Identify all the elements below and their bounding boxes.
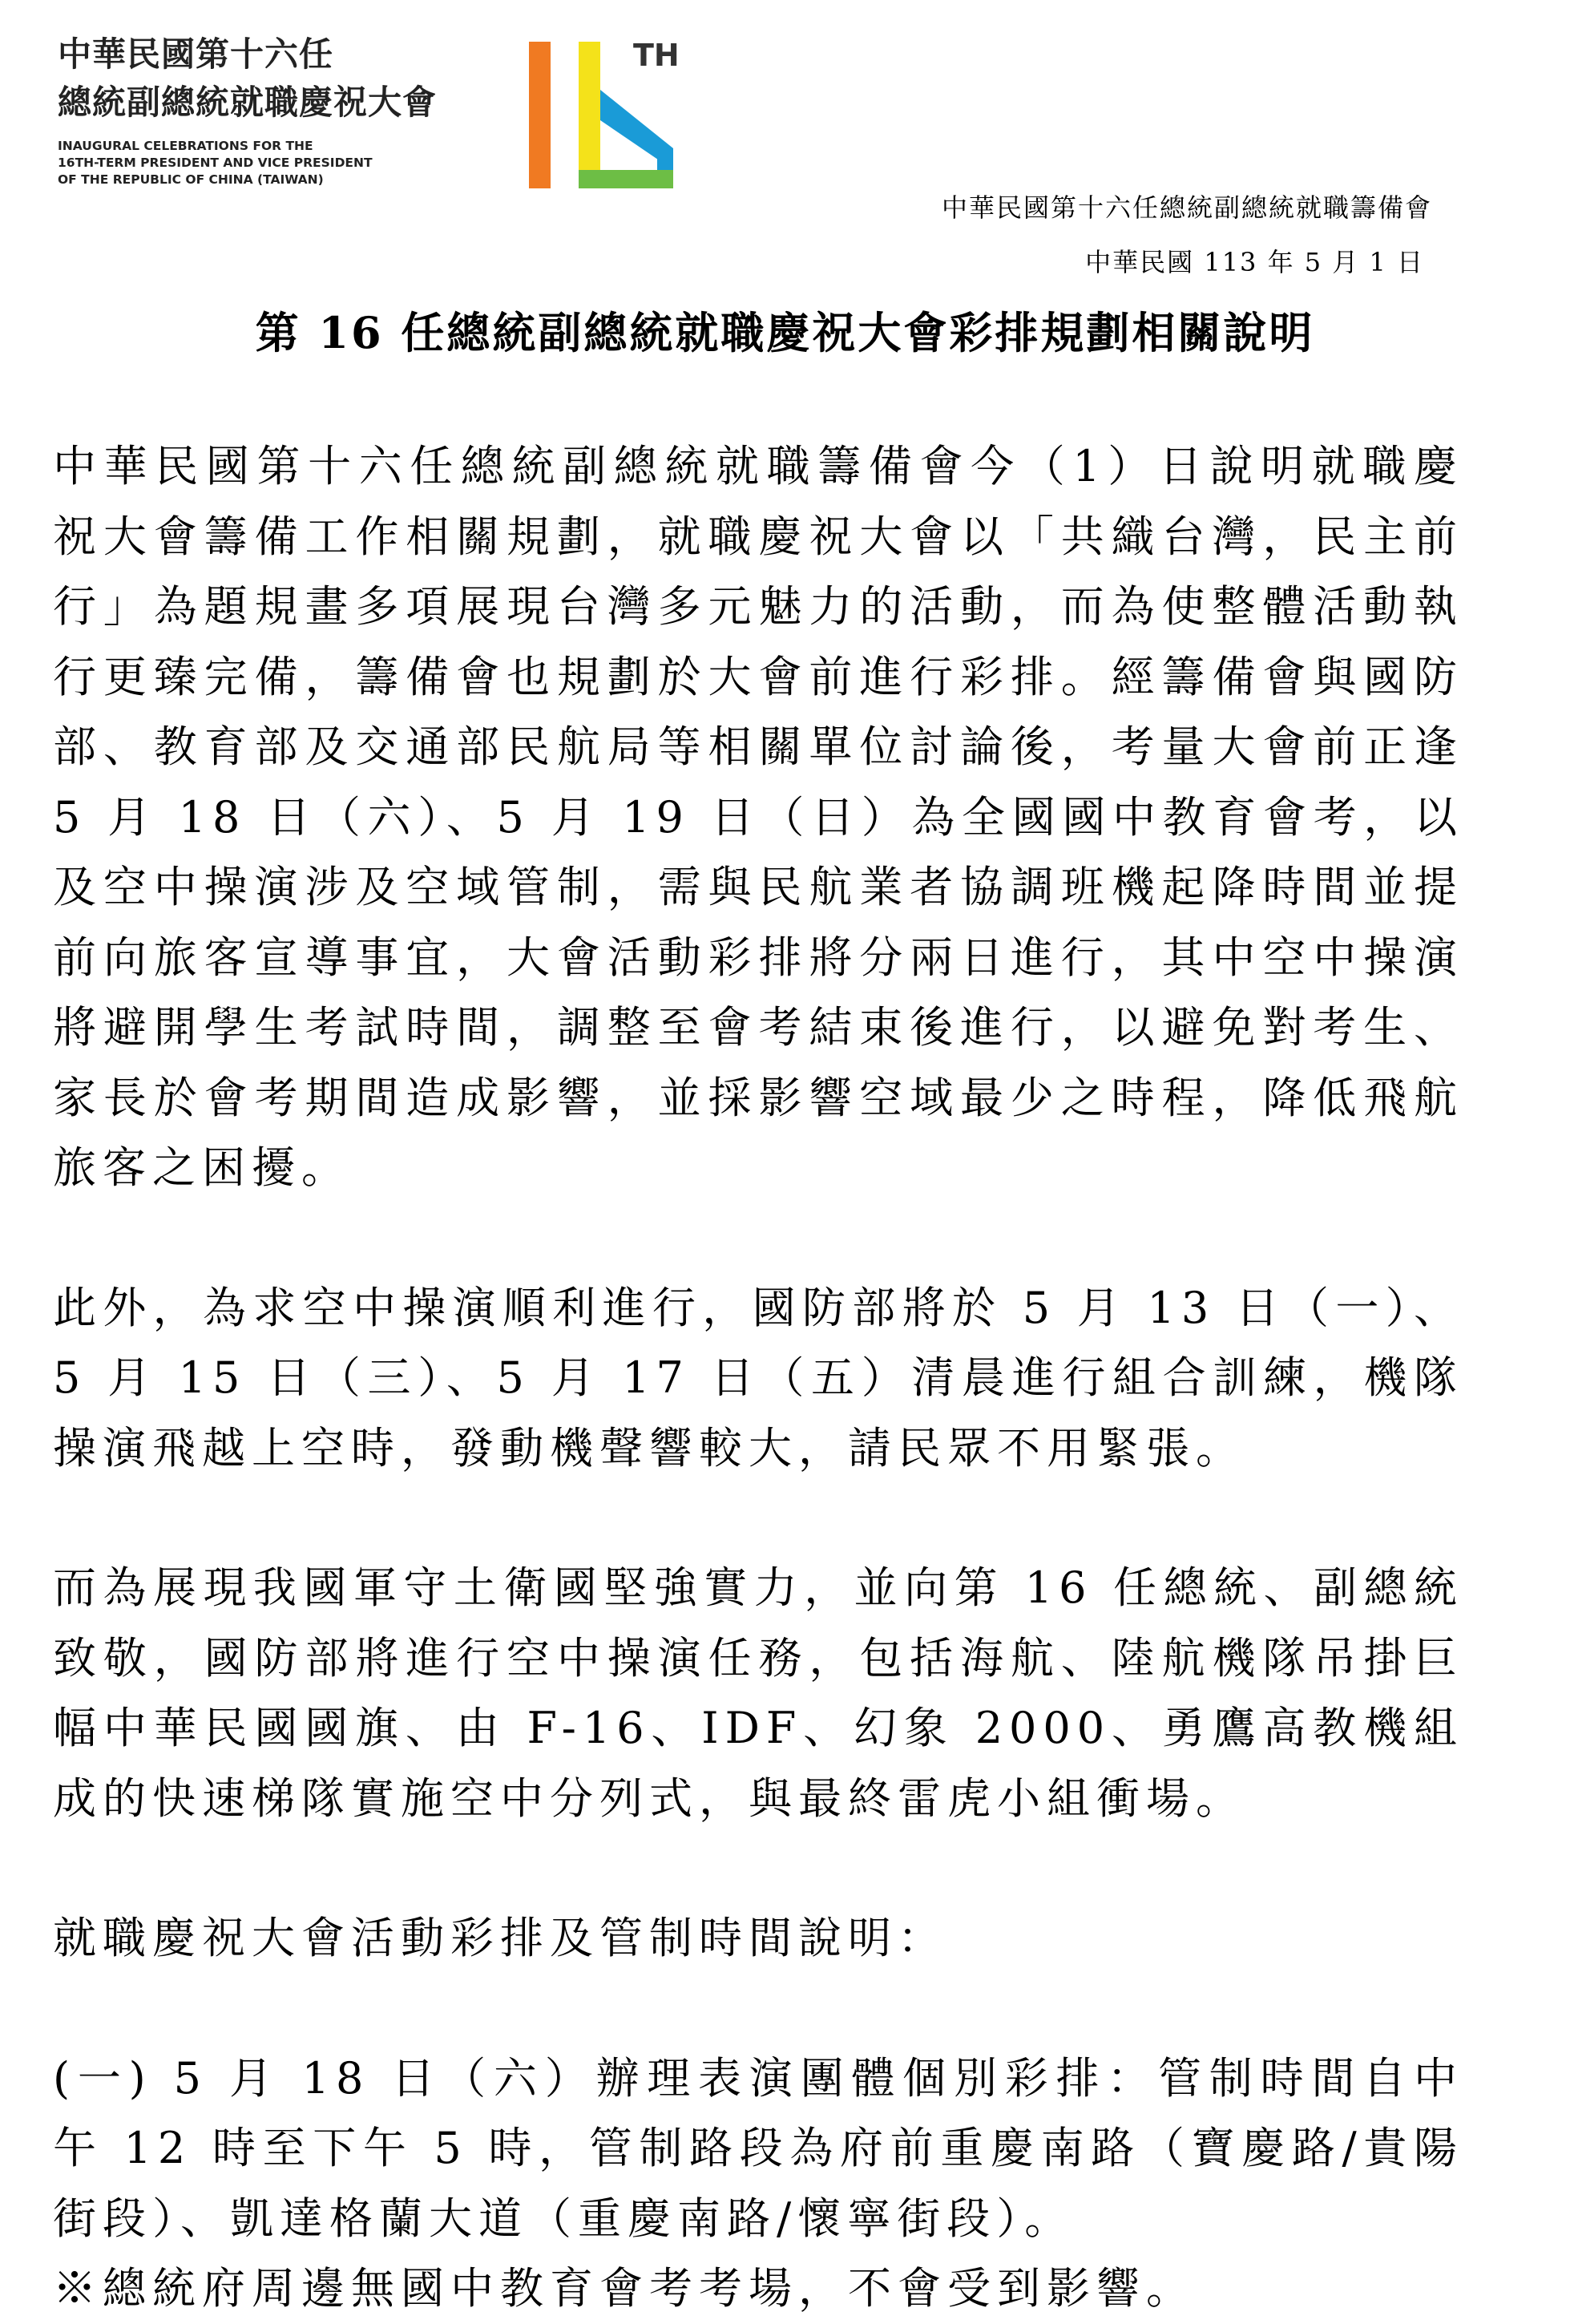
logo-blue-tail xyxy=(657,148,673,170)
paragraph-note: ※總統府周邊無國中教育會考考場，不會受到影響。 xyxy=(53,2263,1196,2314)
logo-english-line-3: OF THE REPUBLIC OF CHINA (TAIWAN) xyxy=(58,172,324,187)
event-logo-text xyxy=(58,30,437,188)
paragraph-schedule-item-1: (一) 5 月 18 日（六）辦理表演團體個別彩排：管制時間自中午 12 時至下午 5 時，管制路段為府前重慶南路（寶慶路/貴陽街段）、凱達格蘭大道（重慶南路/懷寧街段）。 xyxy=(53,2052,1463,2244)
logo-green-bar xyxy=(579,170,673,188)
16th-logo-icon xyxy=(521,32,697,192)
paragraph-air-show: 而為展現我國軍守土衛國堅強實力，並向第 16 任總統、副總統致敬，國防部將進行空中操演任務，包括海航、陸航機隊吊掛巨幅中華民國國旗、由 F-16、IDF、幻象 2000、勇鷹高教機組成的快速梯隊實施空中分列式，與最終雷虎小組衝場。 xyxy=(53,1562,1463,1824)
issue-date: 中華民國 113 年 5 月 1 日 xyxy=(1085,247,1424,277)
logo-title-line-2: 總統副總統就職慶祝大會 xyxy=(58,83,438,122)
logo-title-line-1: 中華民國第十六任 xyxy=(58,34,334,74)
document-title: 第 16 任總統副總統就職慶祝大會彩排規劃相關說明 xyxy=(255,307,1315,358)
issuer-line: 中華民國第十六任總統副總統就職籌備會 xyxy=(941,192,1432,223)
logo-english-line-1: INAUGURAL CELEBRATIONS FOR THE xyxy=(58,139,313,153)
paragraph-schedule-heading: 就職慶祝大會活動彩排及管制時間說明： xyxy=(53,1913,947,1963)
paragraph-intro: 中華民國第十六任總統副總統就職籌備會今（1）日說明就職慶祝大會籌備工作相關規劃，就職慶祝大會以「共織台灣，民主前行」為題規畫多項展現台灣多元魅力的活動，而為使整體活動執行更臻完備，籌備會也規劃於大會前進行彩排。經籌備會與國防部、教育部及交通部民航局等相關單位討論後，考量大會前正逢 5 月 18 日（六）、5 月 19 日（日）為全國國中教育會考，以及空中操演涉及空域管制，需與民航業者協調班機起降時間並提前向旅客宣導事宜，大會活動彩排將分兩日進行，其中空中操演將避開學生考試時間，調整至會考結束後進行，以避免對考生、家長於會考期間造成影響，並採影響空域最少之時程，降低飛航旅客之困擾。 xyxy=(53,441,1463,1193)
logo-english-line-2: 16TH-TERM PRESIDENT AND VICE PRESIDENT xyxy=(58,156,373,170)
logo-orange-bar xyxy=(529,42,551,188)
paragraph-training: 此外，為求空中操演順利進行，國防部將於 5 月 13 日（一）、5 月 15 日（三）、5 月 17 日（五）清晨進行組合訓練，機隊操演飛越上空時，發動機聲響較大，請民眾不用緊張。 xyxy=(53,1282,1463,1473)
logo-english-name xyxy=(58,138,437,188)
logo-yellow-bar xyxy=(579,42,600,188)
document-body xyxy=(53,431,1463,2324)
logo-th-text: TH xyxy=(633,38,680,73)
